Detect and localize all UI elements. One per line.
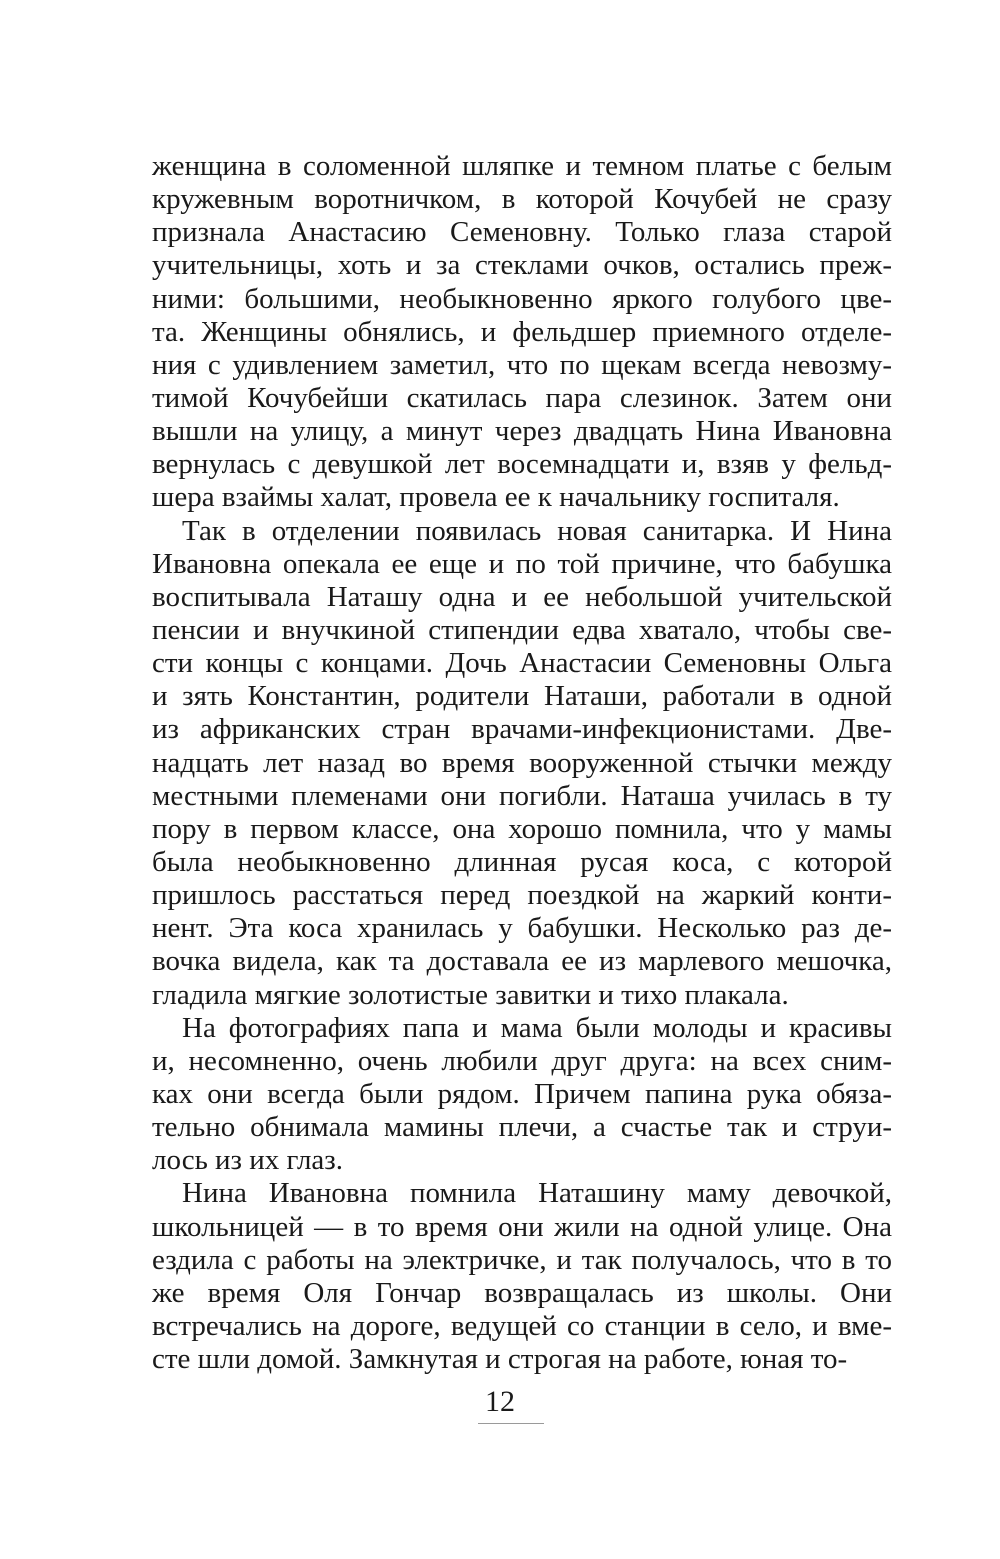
text-line: лось из их глаз. <box>152 1144 344 1177</box>
text-line: ния с удивлением заметил, что по щекам всегда невозму- <box>152 348 892 381</box>
text-line: надцать лет назад во время вооруженной стычки между <box>152 746 892 779</box>
text-line: шера взаймы халат, провела ее к начальнику госпиталя. <box>152 481 840 514</box>
text-line: местными племенами они погибли. Наташа училась в ту <box>152 779 892 812</box>
paragraph <box>152 1177 892 1376</box>
text-line: ках они всегда были рядом. Причем папина рука обяза- <box>152 1077 892 1110</box>
body-text <box>152 150 892 1376</box>
text-line: пору в первом классе, она хорошо помнила, что у мамы <box>152 812 892 845</box>
text-line: Так в отделении появилась новая санитарка. И Нина <box>182 514 892 547</box>
text-line: кружевным воротничком, в которой Кочубей не сразу <box>152 183 892 216</box>
text-line: признала Анастасию Семеновну. Только глаза старой <box>152 216 892 249</box>
paragraph <box>152 150 892 515</box>
text-line: нент. Эта коса хранилась у бабушки. Несколько раз де- <box>152 912 892 945</box>
text-line: вернулась с девушкой лет восемнадцати и, взяв у фельд- <box>152 448 892 481</box>
page-number: 12 <box>485 1385 515 1418</box>
text-line: учительницы, хоть и за стеклами очков, остались преж- <box>152 249 892 282</box>
text-line: встречались на дороге, ведущей со станции в село, и вме- <box>152 1309 892 1342</box>
text-line: сте шли домой. Замкнутая и строгая на работе, юная то- <box>152 1343 848 1376</box>
text-line: из африканских стран врачами-инфекционистами. Две- <box>152 713 892 746</box>
page-number-rule <box>478 1423 544 1424</box>
text-line: тельно обнимала мамины плечи, а счастье так и струи- <box>152 1111 892 1144</box>
text-line: женщина в соломенной шляпке и темном платье с белым <box>152 150 892 182</box>
paragraph <box>152 1012 892 1178</box>
text-line: Нина Ивановна помнила Наташину маму девочкой, <box>182 1177 892 1210</box>
paragraph <box>152 515 892 1012</box>
text-line: и зять Константин, родители Наташи, работали в одной <box>152 680 892 713</box>
text-line: Ивановна опекала ее еще и по той причине, что бабушка <box>152 547 892 580</box>
text-line: тимой Кочубейши скатилась пара слезинок. Затем они <box>152 381 892 414</box>
text-line: вочка видела, как та доставала ее из марлевого мешочка, <box>152 945 892 978</box>
text-line: пенсии и внучкиной стипендии едва хватало, чтобы све- <box>152 613 892 646</box>
text-line: была необыкновенно длинная русая коса, с которой <box>152 845 892 878</box>
text-line: гладила мягкие золотистые завитки и тихо плакала. <box>152 978 789 1011</box>
text-line: вышли на улицу, а минут через двадцать Нина Ивановна <box>152 415 892 448</box>
text-line: ними: большими, необыкновенно яркого голубого цве- <box>152 282 892 315</box>
text-line: ездила с работы на электричке, и так получалось, что в то <box>152 1243 892 1276</box>
text-line: же время Оля Гончар возвращалась из школы. Они <box>152 1276 892 1309</box>
text-line: та. Женщины обнялись, и фельдшер приемного отделе- <box>152 315 892 348</box>
text-line: воспитывала Наташу одна и ее небольшой учительской <box>152 580 892 613</box>
text-line: сти концы с концами. Дочь Анастасии Семеновны Ольга <box>152 647 892 680</box>
text-line: школьницей — в то время они жили на одной улице. Она <box>152 1210 892 1243</box>
text-line: и, несомненно, очень любили друг друга: на всех сним- <box>152 1044 892 1077</box>
text-line: пришлось расстаться перед поездкой на жаркий конти- <box>152 879 892 912</box>
text-line: На фотографиях папа и мама были молоды и красивы <box>182 1011 892 1044</box>
